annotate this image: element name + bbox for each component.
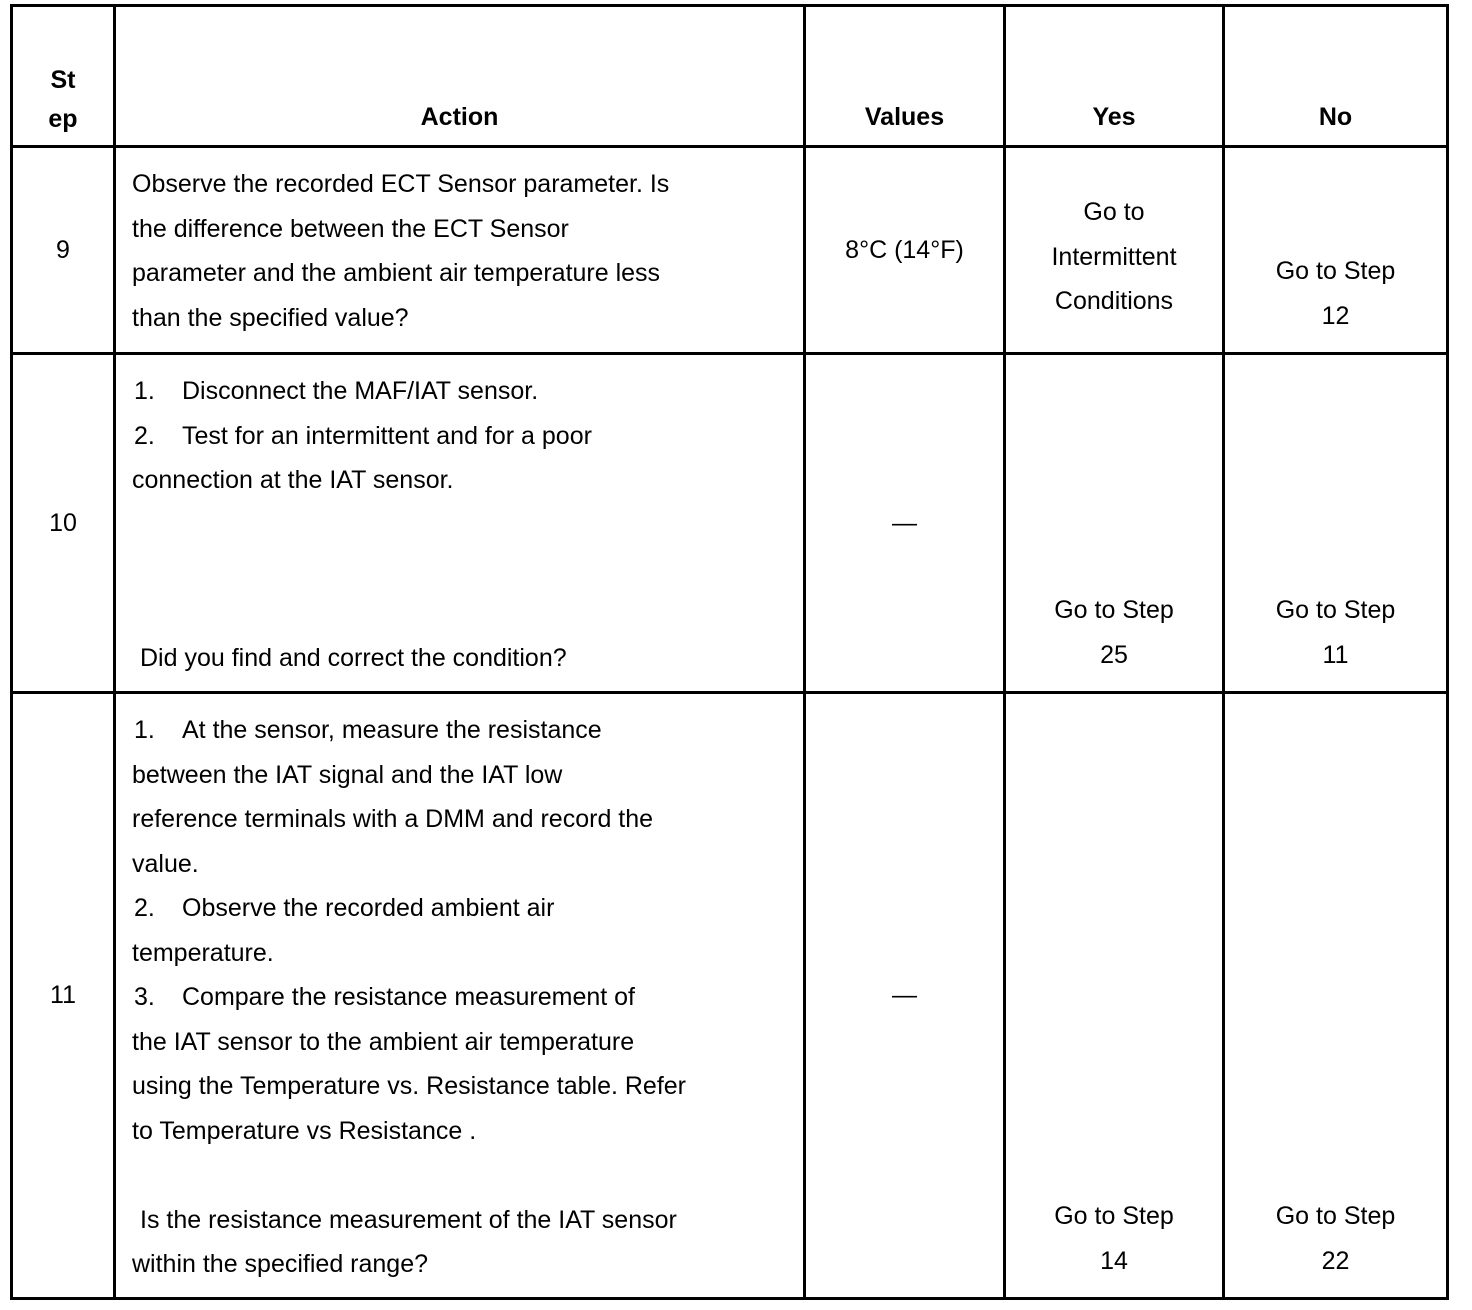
step-number: 11 (12, 693, 115, 1299)
value-cell: — (805, 354, 1005, 693)
item-text: Compare the resistance measurement of (182, 983, 635, 1011)
item-text: Observe the recorded ambient air (182, 894, 555, 922)
yes-line: Go to (1083, 198, 1145, 227)
item-number: 3. (134, 983, 155, 1011)
action-cell (115, 354, 805, 693)
item-number: 1. (134, 716, 155, 744)
yes-line: 14 (1100, 1246, 1128, 1275)
table-row (12, 693, 1448, 1299)
item-text: the IAT sensor to the ambient air temperature (132, 1027, 635, 1056)
item-text: connection at the IAT sensor. (132, 466, 454, 494)
item-number: 2. (134, 421, 155, 450)
no-cell (1224, 693, 1448, 1299)
table-row (12, 147, 1448, 354)
yes-line: Conditions (1054, 287, 1174, 316)
item-text: Test for an intermittent and for a poor (182, 421, 592, 450)
header-values: Values (805, 6, 1005, 147)
yes-cell (1005, 354, 1224, 693)
yes-cell (1005, 147, 1224, 354)
header-no: No (1224, 6, 1448, 147)
header-step-line2: ep (48, 105, 78, 133)
question-text: Is the resistance measurement of the IAT sensor (140, 1205, 677, 1234)
value-cell: — (805, 693, 1005, 1299)
item-text: to Temperature vs Resistance . (132, 1116, 477, 1145)
action-line: than the specified value? (132, 303, 409, 332)
list-item (132, 369, 787, 414)
item-text: At the sensor, measure the resistance (182, 716, 602, 744)
no-cell (1224, 354, 1448, 693)
no-line: 11 (1322, 640, 1349, 669)
action-cell (115, 693, 805, 1299)
action-cell (115, 147, 805, 354)
question-text: within the specified range? (132, 1250, 429, 1278)
item-text: temperature. (132, 938, 274, 967)
no-line: 12 (1321, 301, 1350, 330)
header-row (12, 6, 1448, 147)
list-item (132, 975, 787, 1020)
diagnostic-table (10, 4, 1449, 1300)
step-number: 9 (12, 147, 115, 354)
no-line: 22 (1321, 1246, 1350, 1275)
item-text: reference terminals with a DMM and record the (132, 805, 654, 833)
yes-line: 25 (1100, 640, 1128, 669)
yes-cell (1005, 693, 1224, 1299)
no-line: Go to Step (1275, 257, 1396, 285)
no-line: Go to Step (1275, 596, 1396, 624)
no-cell (1224, 147, 1448, 354)
action-line: parameter and the ambient air temperature less (132, 259, 661, 287)
step-number: 10 (12, 354, 115, 693)
list-item (132, 414, 787, 459)
action-line: Observe the recorded ECT Sensor parameter. Is (132, 170, 670, 198)
yes-line: Go to Step (1054, 1202, 1174, 1230)
action-line: the difference between the ECT Sensor (132, 214, 569, 243)
header-action: Action (115, 6, 805, 147)
list-item (132, 886, 787, 931)
question-text: Did you find and correct the condition? (140, 644, 567, 672)
item-number: 1. (134, 377, 155, 405)
item-text: value. (132, 849, 199, 878)
table-row (12, 354, 1448, 693)
item-text: Disconnect the MAF/IAT sensor. (182, 377, 539, 405)
item-text: using the Temperature vs. Resistance table. Refer (132, 1072, 686, 1100)
header-step-line1: St (50, 66, 76, 94)
item-number: 2. (134, 894, 155, 922)
header-yes: Yes (1005, 6, 1224, 147)
yes-line: Intermittent (1051, 242, 1177, 271)
value-cell: 8°C (14°F) (805, 147, 1005, 354)
header-step (12, 6, 115, 147)
no-line: Go to Step (1275, 1202, 1396, 1230)
item-text: between the IAT signal and the IAT low (132, 760, 563, 789)
yes-line: Go to Step (1054, 596, 1174, 624)
list-item (132, 708, 787, 753)
